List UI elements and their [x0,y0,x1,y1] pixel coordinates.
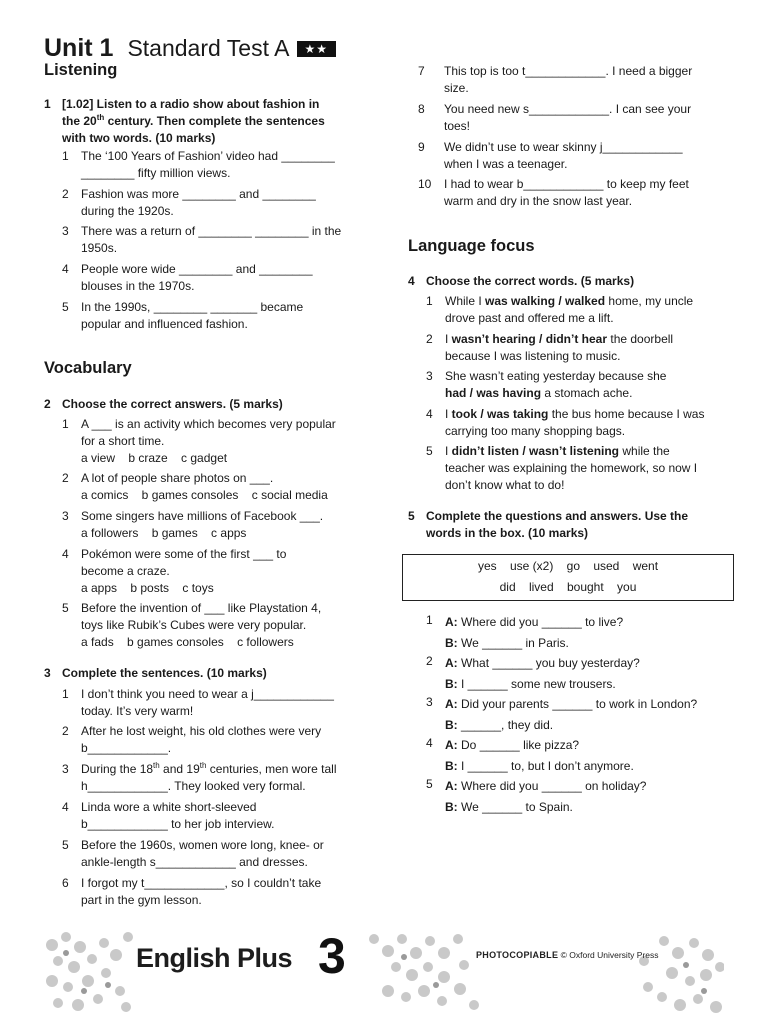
list-item: 1 A ___ is an activity which becomes very popular for a short time. a view b craze c gadget [62,417,336,465]
footer-banner [44,925,724,1020]
list-item: 1 A: Where did you ______ to live? B: We ______ in Paris. [426,613,624,650]
list-item: 1 I don’t think you need to wear a j____________ today. It’s very warm! [62,687,334,718]
list-item: 4 People wore wide ________ and ________ blouses in the 1970s. [62,262,313,293]
list-item: 2 A: What ______ you buy yesterday? B: I ______ some new trousers. [426,654,640,691]
task-2-instruction: 2 Choose the correct answers. (5 marks) [44,397,283,411]
copyright-notice: PHOTOCOPIABLE © Oxford University Press [476,950,659,960]
task-5-instruction: 5 Complete the questions and answers. Use the words in the box. (10 marks) [408,509,689,540]
title-row [44,34,336,63]
list-item: 2 A lot of people share photos on ___. a comics b games consoles c social media [62,471,328,502]
list-item: 5 Before the invention of ___ like Playstation 4, toys like Rubik’s Cubes were very popular. a fads b games consoles c followers [62,601,322,649]
brand-level-number: 3 [318,928,346,984]
section-vocabulary: Vocabulary [44,359,132,377]
list-item: 5 Before the 1960s, women wore long, knee- or ankle-length s____________ and dresses. [62,838,324,869]
list-item: 4 Pokémon were some of the first ___ to become a craze. a apps b posts c toys [62,547,287,595]
list-item: 2 I wasn’t hearing / didn’t hear the doorbell because I was listening to music. [426,332,674,363]
list-item: 1 While I was walking / walked home, my uncle drove past and offered me a lift. [426,294,694,325]
list-item: 5 A: Where did you ______ on holiday? B: We ______ to Spain. [426,777,647,814]
list-item: 8 You need new s____________. I can see your toes! [418,102,692,133]
task-4-instruction: 4 Choose the correct words. (5 marks) [408,274,635,288]
list-item: 2 Fashion was more ________ and ________ during the 1920s. [62,187,316,218]
list-item: 10 I had to wear b____________ to keep my feet warm and dry in the snow last year. [418,177,689,208]
list-item: 4 A: Do ______ like pizza? B: I ______ to, but I don’t anymore. [426,736,634,773]
list-item: 6 I forgot my t____________, so I couldn’t take part in the gym lesson. [62,876,322,907]
word-box: yes use (x2) go used went did lived bought you [402,554,734,601]
task-1-instruction: 1 [1.02] Listen to a radio show about fashion in the 20th century. Then complete the sentences with two words. (10 marks) [44,97,325,145]
difficulty-stars: ★★ [297,41,337,57]
list-item: 4 Linda wore a white short-sleeved b____________ to her job interview. [62,800,275,831]
section-listening: Listening [44,61,118,79]
test-name: Standard Test A ★★ [127,35,336,62]
list-item: 2 After he lost weight, his old clothes were very b____________. [62,724,322,755]
task-3-instruction: 3 Complete the sentences. (10 marks) [44,666,267,680]
list-item: 3 During the 18th and 19th centuries, men wore tall h____________. They looked very formal. [62,761,337,793]
list-item: 4 I took / was taking the bus home because I was carrying too many shopping bags. [426,407,705,438]
list-item: 3 Some singers have millions of Facebook ___. a followers b games c apps [62,509,324,540]
section-language-focus: Language focus [408,237,535,255]
brand-logo: English Plus [136,943,293,973]
list-item: 1 The ‘100 Years of Fashion’ video had ________ ________ fifty million views. [62,149,335,180]
list-item: 7 This top is too t____________. I need a bigger size. [418,64,693,95]
list-item: 5 I didn’t listen / wasn’t listening while the teacher was explaining the homework, so now I don’t know what to do! [426,444,698,492]
list-item: 3 She wasn’t eating yesterday because she had / was having a stomach ache. [426,369,667,400]
list-item: 3 A: Did your parents ______ to work in London? B: ______, they did. [426,695,698,732]
list-item: 9 We didn’t use to wear skinny j____________ when I was a teenager. [418,140,683,171]
unit-title: Unit 1 [44,34,114,62]
list-item: 3 There was a return of ________ ________ in the 1950s. [62,224,342,255]
list-item: 5 In the 1990s, ________ _______ became popular and influenced fashion. [62,300,304,331]
